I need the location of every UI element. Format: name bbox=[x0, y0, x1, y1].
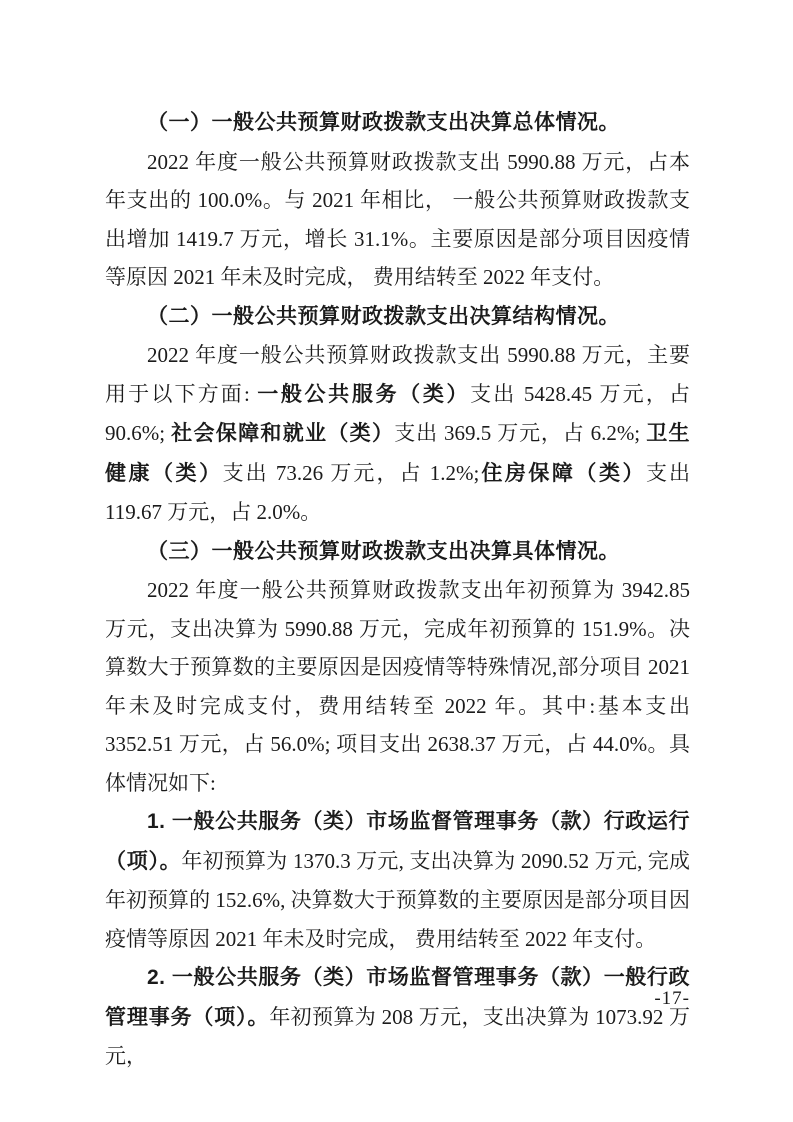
text-run-bold-category-general-public-services: 一般公共服务（类） bbox=[257, 382, 471, 406]
text-run: 年初预算为 1370.3 万元, 支出决算为 2090.52 万元, 完成年初预算的 152.6%, 决算数大于预算数的主要原因是部分项目因疫情等原因 2021 年未及时完成， 费用结转至 2022 年支付。 bbox=[105, 848, 691, 951]
text-run: 支出 73.26 万元，占 1.2%; bbox=[222, 460, 480, 485]
section-3-heading-text: （三）一般公共预算财政拨款支出决算具体情况。 bbox=[147, 539, 620, 563]
page-number: -17- bbox=[654, 988, 690, 1009]
text-run-bold-item-1-title: 1. 一般公共服务（类）市场监督管理事务（款）行政运行（项）。 bbox=[105, 810, 690, 873]
section-1-heading bbox=[105, 103, 690, 143]
text-run-bold-category-social-security-employment: 社会保障和就业（类） bbox=[171, 422, 395, 445]
section-2-heading-text: （二）一般公共预算财政拨款支出决算结构情况。 bbox=[147, 304, 620, 328]
text-run-bold-category-health: 卫生健康（类） bbox=[105, 422, 691, 485]
document-content bbox=[105, 103, 690, 1076]
text-run: 支出 369.5 万元，占 6.2%; bbox=[394, 421, 647, 445]
text-run: 2022 年度一般公共预算财政拨款支出 5990.88 万元，主要用于以下方面: bbox=[105, 343, 690, 406]
section-1-heading-text: （一）一般公共预算财政拨款支出决算总体情况。 bbox=[147, 111, 620, 134]
text-run: 2022 年度一般公共预算财政拨款支出 5990.88 万元，占本年支出的 100.0%。与 2021 年相比， 一般公共预算财政拨款支出增加 1419.7 万元，增长 31.1%。主要原因是部分项目因疫情等原因 2021 年未及时完成， 费用结转至 2022 年支付。 bbox=[105, 149, 690, 289]
section-3-heading bbox=[105, 532, 690, 572]
text-run: 年初预算为 208 万元，支出决算为 1073.92 万元， bbox=[105, 1004, 691, 1068]
text-run: 2022 年度一般公共预算财政拨款支出年初预算为 3942.85 万元，支出决算为 5990.88 万元，完成年初预算的 151.9%。决算数大于预算数的主要原因是因疫情等特殊情况,部分项目 2021 年未及时完成支付，费用结转至 2022 年。其中:基本支出 3352.51 万元，占 56.0%; 项目支出 2638.37 万元，占 44.0%。具体情况如下: bbox=[105, 578, 690, 795]
section-2-heading bbox=[105, 297, 690, 337]
section-3-item-1 bbox=[105, 802, 690, 958]
section-1-paragraph-1 bbox=[105, 143, 690, 297]
text-run: 支出 119.67 万元，占 2.0%。 bbox=[105, 460, 691, 524]
section-2-paragraph-1 bbox=[105, 336, 690, 532]
text-run-bold-category-housing-security: 住房保障（类） bbox=[479, 461, 646, 485]
section-3-item-2 bbox=[105, 958, 690, 1076]
text-run: 支出 5428.45 万元，占 90.6%; bbox=[105, 381, 691, 445]
section-3-paragraph-1 bbox=[105, 571, 690, 802]
text-run-bold-item-2-title: 2. 一般公共服务（类）市场监督管理事务（款）一般行政管理事务（项）。 bbox=[105, 966, 690, 1029]
